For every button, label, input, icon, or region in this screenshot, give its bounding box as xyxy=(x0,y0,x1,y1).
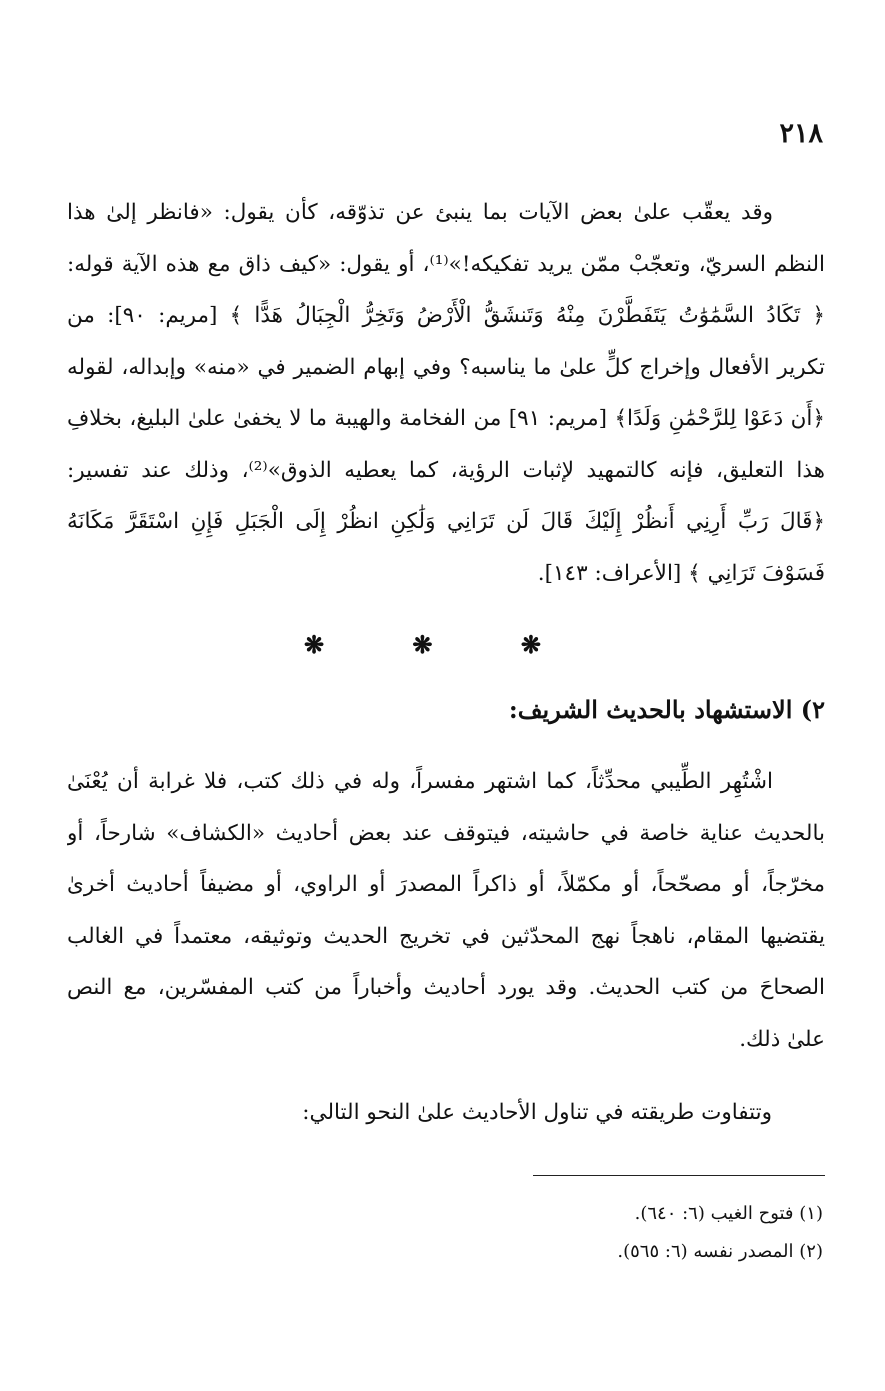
intro-paragraph xyxy=(67,187,825,599)
quran-verse-line: ﴿ تَكَادُ السَّمَٰوَٰتُ يَتَفَطَّرْنَ مِنْهُ وَتَنشَقُّ الْأَرْضُ وَتَخِرُّ الْجِبَالُ هَدًّا ﴾ [مريم: ٩٠]: من xyxy=(67,303,825,328)
quran-verse-line: ﴿قَالَ رَبِّ أَرِنِي أَنظُرْ إِلَيْكَ قَالَ لَن تَرَانِي وَلَٰكِنِ انظُرْ إِلَى الْجَبَلِ فَإِنِ اسْتَقَرَّ مَكَانَهُ xyxy=(67,509,825,534)
quran-verse-line: فَسَوْفَ تَرَانِي ﴾ [الأعراف: ١٤٣]. xyxy=(537,560,825,586)
text-line: النظم السريّ، وتعجّبْ ممّن يريد تفكيكه!»⁽¹⁾، أو يقول: «كيف ذاق مع هذه الآية قوله: xyxy=(67,251,825,277)
text-line: هذا التعليق، فإنه كالتمهيد لإثبات الرؤية، كما يعطيه الذوق»⁽²⁾، وذلك عند تفسير: xyxy=(67,457,825,483)
section-paragraph xyxy=(67,756,825,1065)
text-line: يقتضيها المقام، ناهجاً نهج المحدّثين في تخريج الحديث وتوثيقه، معتمداً في الغالب xyxy=(67,923,825,949)
quran-verse-line: ﴿أَن دَعَوْا لِلرَّحْمَٰنِ وَلَدًا﴾ [مريم: ٩١] من الفخامة والهيبة ما لا يخفىٰ علىٰ البليغ، بخلافِ xyxy=(67,406,825,431)
text-line: اشْتُهِر الطِّيبي محدِّثاً، كما اشتهر مفسراً، وله في ذلك كتب، فلا غرابة أن يُعْنَىٰ xyxy=(67,769,773,794)
text-line: بالحديث عناية خاصة في حاشيته، فيتوقف عند بعض أحاديث «الكشاف» شارحاً، أو xyxy=(67,820,825,846)
footnote-divider xyxy=(533,1175,825,1176)
section-heading: ٢) الاستشهاد بالحديث الشريف: xyxy=(508,695,825,724)
text-line: علىٰ ذلك. xyxy=(739,1026,825,1052)
page-number: ٢١٨ xyxy=(779,118,823,149)
text-line: وقد يعقّب علىٰ بعض الآيات بما ينبئ عن تذوّقه، كأن يقول: «فانظر إلىٰ هذا xyxy=(67,200,773,225)
text-line: تكرير الأفعال وإخراج كلٍّ علىٰ ما يناسبه؟ وفي إبهام الضمير في «منه» وإبداله، لقوله xyxy=(67,354,825,380)
footnotes xyxy=(617,1195,823,1271)
text-line: مخرّجاً، أو مصحّحاً، أو مكمّلاً، أو ذاكراً المصدرَ أو الراوي، أو مضيفاً أحاديث أخرىٰ xyxy=(67,872,825,897)
footnote-2: (٢) المصدر نفسه (٦: ٥٦٥). xyxy=(617,1241,823,1262)
footnote-1: (١) فتوح الغيب (٦: ٦٤٠). xyxy=(634,1203,823,1224)
closing-sentence: وتتفاوت طريقته في تناول الأحاديث علىٰ النحو التالي: xyxy=(302,1100,772,1125)
section-separator: ❋ ❋ ❋ xyxy=(303,630,582,659)
text-line: الصحاحَ من كتب الحديث. وقد يورد أحاديث وأخباراً من كتب المفسّرين، مع النص xyxy=(67,975,825,1000)
